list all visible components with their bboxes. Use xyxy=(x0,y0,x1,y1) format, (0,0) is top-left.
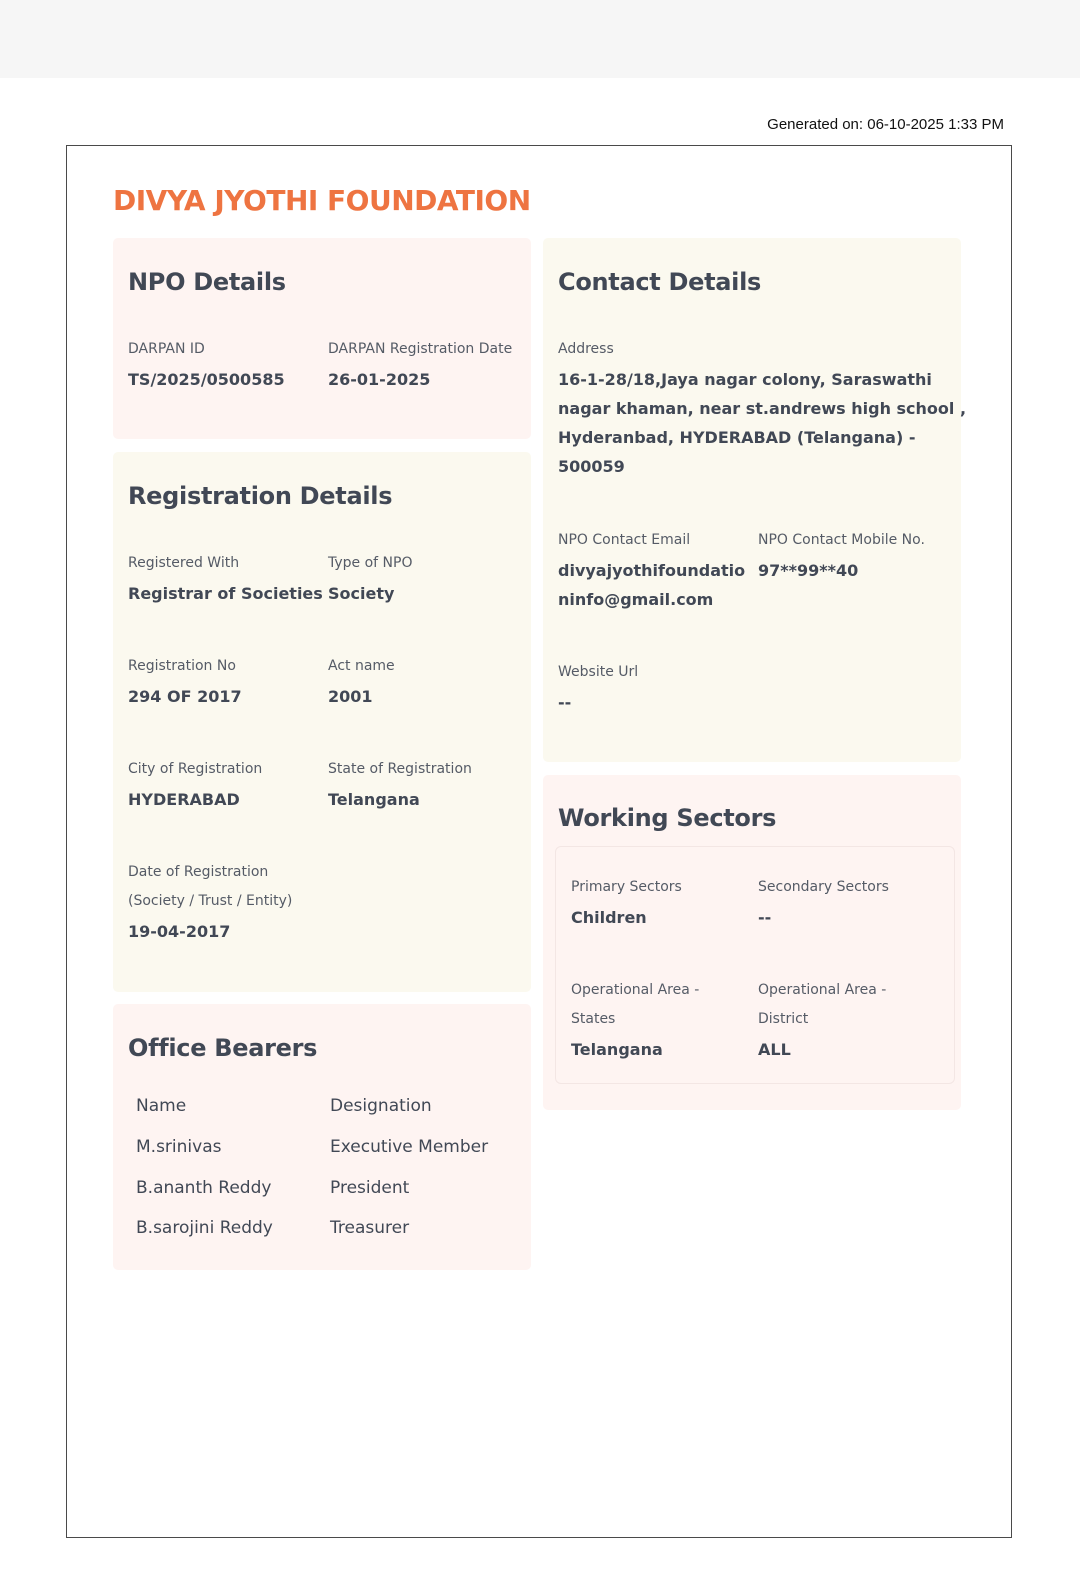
generated-timestamp: Generated on: 06-10-2025 1:33 PM xyxy=(767,116,1004,133)
operational-area-states-value: Telangana xyxy=(571,1040,663,1059)
registration-details-title: Registration Details xyxy=(128,482,393,510)
primary-sectors-label: Primary Sectors xyxy=(571,879,682,895)
bearer-name: B.ananth Reddy xyxy=(136,1178,272,1198)
organization-name: DIVYA JYOTHI FOUNDATION xyxy=(113,184,531,217)
darpan-id-value: TS/2025/0500585 xyxy=(128,370,285,389)
address-label: Address xyxy=(558,341,614,357)
office-bearers-title: Office Bearers xyxy=(128,1034,318,1062)
darpan-id-label: DARPAN ID xyxy=(128,341,205,357)
city-of-registration-label: City of Registration xyxy=(128,761,263,777)
registered-with-value: Registrar of Societies xyxy=(128,584,323,603)
npo-details-title: NPO Details xyxy=(128,268,286,296)
operational-area-district-label: Operational Area - xyxy=(758,982,887,998)
address-line: 500059 xyxy=(558,457,625,476)
npo-type-value: Society xyxy=(328,584,395,603)
state-of-registration-value: Telangana xyxy=(328,790,420,809)
bearers-column-name: Name xyxy=(136,1096,187,1116)
address-line: nagar khaman, near st.andrews high school , xyxy=(558,399,967,418)
registered-with-label: Registered With xyxy=(128,555,240,571)
address-line: Hyderanbad, HYDERABAD (Telangana) - xyxy=(558,428,916,447)
bearer-designation: Treasurer xyxy=(330,1218,410,1238)
bearers-column-designation: Designation xyxy=(330,1096,432,1116)
operational-area-states-sublabel: States xyxy=(571,1011,616,1027)
top-band xyxy=(0,0,1080,78)
website-url-value: -- xyxy=(558,693,572,712)
operational-area-district-value: ALL xyxy=(758,1040,791,1059)
operational-area-states-label: Operational Area - xyxy=(571,982,700,998)
npo-type-label: Type of NPO xyxy=(328,555,413,571)
contact-mobile-label: NPO Contact Mobile No. xyxy=(758,532,925,548)
primary-sectors-value: Children xyxy=(571,908,647,927)
city-of-registration-value: HYDERABAD xyxy=(128,790,240,809)
contact-email-label: NPO Contact Email xyxy=(558,532,691,548)
operational-area-district-sublabel: District xyxy=(758,1011,809,1027)
contact-details-title: Contact Details xyxy=(558,268,762,296)
darpan-reg-date-value: 26-01-2025 xyxy=(328,370,431,389)
bearer-designation: President xyxy=(330,1178,410,1198)
date-of-registration-value: 19-04-2017 xyxy=(128,922,231,941)
contact-email-value-cont: ninfo@gmail.com xyxy=(558,590,714,609)
registration-no-label: Registration No xyxy=(128,658,236,674)
act-name-label: Act name xyxy=(328,658,395,674)
website-url-label: Website Url xyxy=(558,664,639,680)
state-of-registration-label: State of Registration xyxy=(328,761,472,777)
secondary-sectors-value: -- xyxy=(758,908,772,927)
bearer-designation: Executive Member xyxy=(330,1137,489,1157)
date-of-registration-label: Date of Registration xyxy=(128,864,269,880)
contact-mobile-value: 97**99**40 xyxy=(758,561,859,580)
registration-no-value: 294 OF 2017 xyxy=(128,687,242,706)
address-line: 16-1-28/18,Jaya nagar colony, Saraswathi xyxy=(558,370,932,389)
working-sectors-title: Working Sectors xyxy=(558,804,777,832)
bearer-name: M.srinivas xyxy=(136,1137,222,1157)
secondary-sectors-label: Secondary Sectors xyxy=(758,879,889,895)
contact-email-value: divyajyothifoundatio xyxy=(558,561,746,580)
date-of-registration-sublabel: (Society / Trust / Entity) xyxy=(128,893,293,909)
darpan-reg-date-label: DARPAN Registration Date xyxy=(328,341,513,357)
bearer-name: B.sarojini Reddy xyxy=(136,1218,273,1238)
act-name-value: 2001 xyxy=(328,687,373,706)
